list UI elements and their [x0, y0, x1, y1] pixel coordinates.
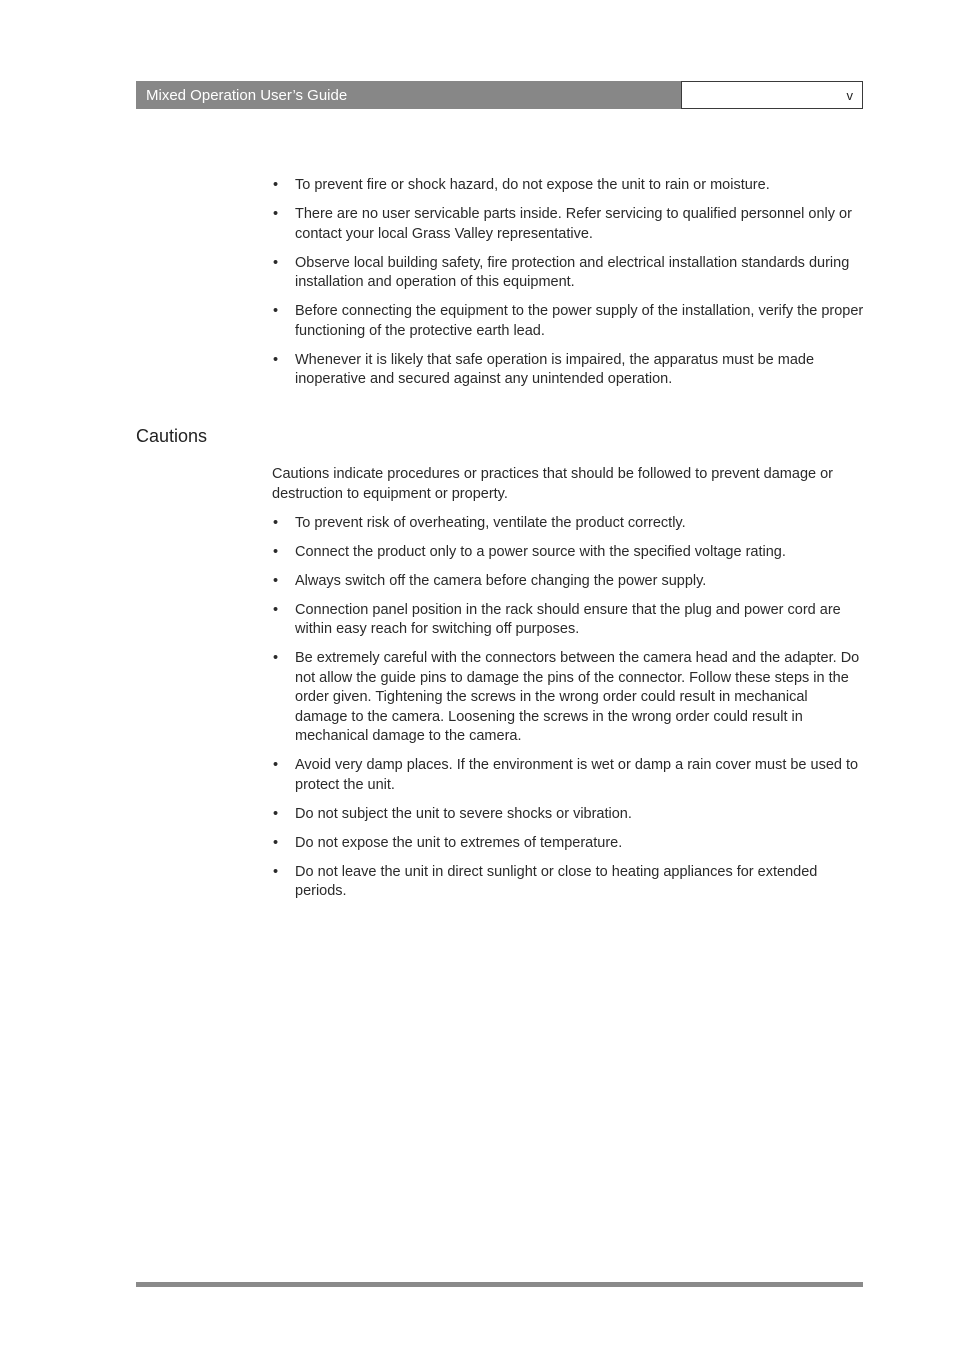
bullet-icon: • — [273, 863, 279, 880]
list-item: • There are no user servicable parts inside. Refer servicing to qualified personnel only or contact your local Grass Valley representative. — [273, 206, 852, 242]
section-heading-cautions: Cautions — [136, 426, 208, 446]
bullet-icon: • — [273, 572, 279, 589]
cautions-list — [272, 514, 864, 902]
list-item: • Do not leave the unit in direct sunlight or close to heating appliances for extended periods. — [273, 863, 818, 899]
page-number: v — [846, 87, 853, 103]
bullet-icon: • — [273, 834, 279, 851]
list-item: • Connect the product only to a power source with the specified voltage rating. — [272, 543, 864, 563]
bullet-icon: • — [273, 757, 279, 773]
footer-rule — [136, 1282, 863, 1287]
bullet-icon: • — [273, 303, 279, 319]
bullet-icon: • — [273, 177, 279, 193]
cautions-intro: Cautions indicate procedures or practices that should be followed to prevent damage or destruction to equipment or property. — [272, 466, 833, 502]
bullet-icon: • — [273, 254, 279, 271]
list-item: • Do not expose the unit to extremes of temperature. — [272, 834, 864, 854]
warnings-section — [272, 176, 864, 399]
bullet-icon: • — [273, 206, 279, 222]
list-item: • Avoid very damp places. If the environment is wet or damp a rain cover must be used to protect the unit. — [273, 757, 859, 793]
page-header — [136, 81, 863, 109]
cautions-section — [272, 465, 864, 911]
page-number-box — [681, 81, 863, 109]
list-item: • Do not subject the unit to severe shocks or vibration. — [272, 805, 864, 825]
bullet-icon: • — [273, 601, 279, 618]
list-item: • Always switch off the camera before changing the power supply. — [272, 572, 864, 592]
warnings-list — [272, 176, 864, 390]
list-item: • Whenever it is likely that safe operation is impaired, the apparatus must be made inoperative and secured against any unintended operation. — [273, 351, 815, 387]
document-title: Mixed Operation User’s Guide — [146, 86, 348, 104]
bullet-icon: • — [273, 650, 279, 666]
list-item: • To prevent risk of overheating, ventilate the product correctly. — [272, 514, 864, 534]
bullet-icon: • — [273, 543, 279, 560]
bullet-icon: • — [273, 805, 279, 822]
list-item: • Before connecting the equipment to the power supply of the installation, verify the proper functioning of the protective earth lead. — [273, 303, 864, 339]
bullet-icon: • — [273, 514, 279, 531]
list-item: • Be extremely careful with the connectors between the camera head and the adapter. Do not allow the guide pins to damage the pins of the connector. Follow these steps in the order given. Tightening the screws in the wrong order could result in mechanical damage to the camera. Loosening the screws in the wrong order could result in mechanical damage to the camera. — [273, 650, 860, 744]
bullet-icon: • — [273, 351, 279, 368]
list-item: • Observe local building safety, fire protection and electrical installation standards during installation and operation of this equipment. — [273, 254, 850, 290]
list-item: • Connection panel position in the rack should ensure that the plug and power cord are within easy reach for switching off purposes. — [273, 601, 841, 637]
list-item: • To prevent fire or shock hazard, do not expose the unit to rain or moisture. — [272, 176, 864, 196]
document-title-bar — [136, 81, 681, 109]
